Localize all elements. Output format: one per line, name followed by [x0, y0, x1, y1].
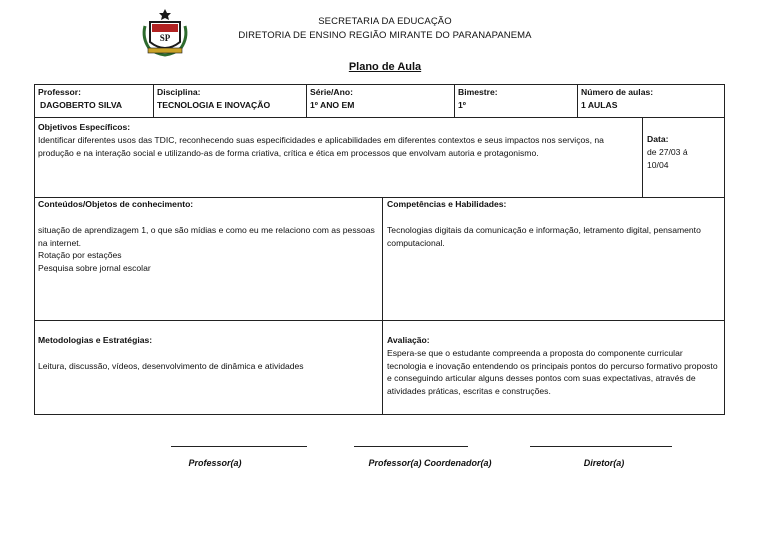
row-divider: [34, 117, 725, 118]
seal-monogram: SP: [159, 33, 171, 43]
professor-cell: [35, 85, 153, 113]
metodologias-label: Metodologias e Estratégias:: [38, 335, 153, 345]
bimestre-value: 1º: [458, 99, 466, 110]
professor-signature-line: [171, 446, 307, 447]
data-range-start: de 27/03 á: [647, 146, 688, 157]
coordenador-signature-label: Professor(a) Coordenador(a): [368, 458, 492, 468]
aulas-cell: [578, 85, 724, 113]
objetivos-label: Objetivos Específicos:: [38, 122, 131, 132]
objetivos-cell: [35, 120, 641, 160]
competencias-cell: [384, 197, 724, 250]
data-label: Data:: [647, 134, 669, 144]
data-range-end: 10/04: [647, 159, 669, 170]
serie-label: Série/Ano:: [310, 87, 353, 97]
conteudos-cell: [35, 197, 381, 276]
competencias-text: Tecnologias digitais da comunicação e informação, letramento digital, pensamento computacional.: [387, 224, 701, 248]
page-title: Plano de Aula: [348, 61, 422, 73]
coordenador-signature-line: [354, 446, 468, 447]
data-cell: [644, 132, 724, 172]
avaliacao-label: Avaliação:: [387, 335, 430, 345]
metodologias-text: Leitura, discussão, vídeos, desenvolvimento de dinâmica e atividades: [38, 360, 304, 371]
professor-value: DAGOBERTO SILVA: [40, 99, 123, 110]
avaliacao-text: Espera-se que o estudante compreenda a proposta do componente curricular tecnologia e inovação entendendo os principais pontos do percurso formativo proposto e conseguindo articular alguns desses pontos com suas expectativas, através de atividades práticas, escritas e construções.: [387, 347, 718, 397]
serie-value: 1º ANO EM: [310, 99, 355, 110]
conteudos-line: Pesquisa sobre jornal escolar: [38, 263, 151, 274]
disciplina-label: Disciplina:: [157, 87, 201, 97]
row-divider: [34, 320, 725, 321]
diretor-signature-label: Diretor(a): [583, 458, 625, 468]
conteudos-label: Conteúdos/Objetos de conhecimento:: [38, 199, 194, 209]
sao-paulo-seal-icon: [140, 8, 190, 58]
col-divider: [382, 197, 383, 415]
disciplina-value: TECNOLOGIA E INOVAÇÃO: [157, 99, 271, 110]
disciplina-cell: [154, 85, 306, 113]
header-diretoria: DIRETORIA DE ENSINO REGIÃO MIRANTE DO PARANAPANEMA: [238, 30, 532, 41]
avaliacao-cell: [384, 333, 724, 399]
bimestre-label: Bimestre:: [458, 87, 498, 97]
header-secretaria: SECRETARIA DA EDUCAÇÃO: [318, 16, 452, 27]
col-divider: [642, 117, 643, 197]
objetivos-text: Identificar diferentes usos das TDIC, reconhecendo suas especificidades e aplicabilidades em diferentes contextos e seus impactos nos serviços, na produção e na interação social e utilizando-as de forma criativa, crítica e ética em processos que envolvam autoria e protagonismo.: [38, 134, 604, 158]
aulas-label: Número de aulas:: [581, 87, 654, 97]
conteudos-line: Rotação por estações: [38, 250, 122, 261]
serie-cell: [307, 85, 454, 113]
competencias-label: Competências e Habilidades:: [387, 199, 507, 209]
diretor-signature-line: [530, 446, 672, 447]
aulas-value: 1 AULAS: [581, 99, 618, 110]
professor-label: Professor:: [38, 87, 81, 97]
metodologias-cell: [35, 333, 381, 374]
conteudos-line: situação de aprendizagem 1, o que são mídias e como eu me relaciono com as pessoas na internet.: [38, 224, 375, 248]
professor-signature-label: Professor(a): [188, 458, 242, 468]
bimestre-cell: [455, 85, 577, 113]
